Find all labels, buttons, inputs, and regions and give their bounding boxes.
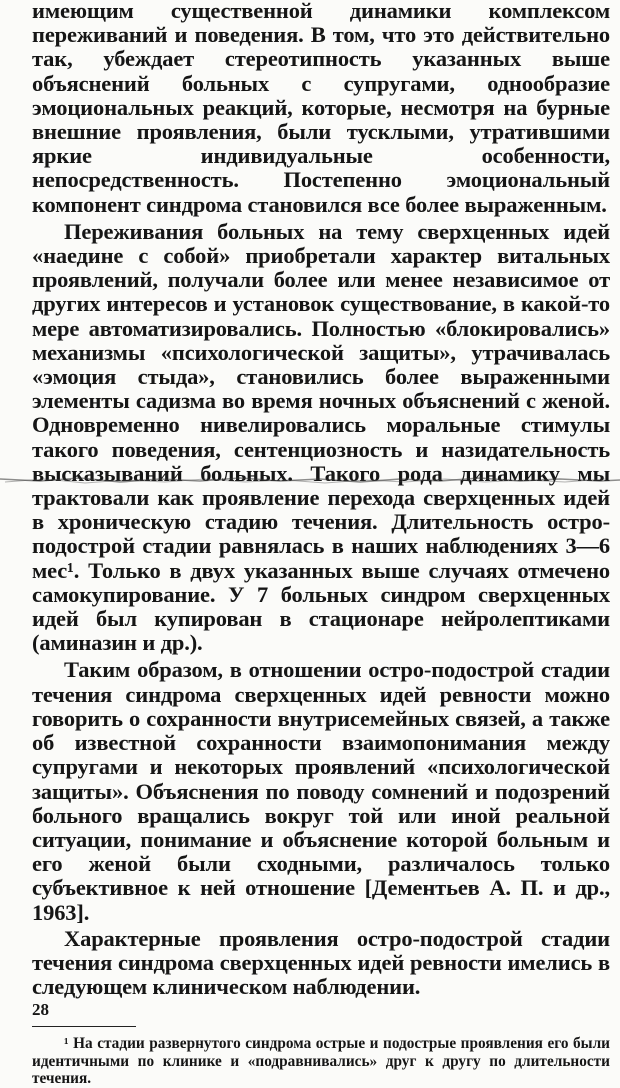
page-body	[32, 0, 610, 1088]
paragraph-3: Таким образом, в отношении остро-подострой стадии течения синдрома сверхценных идей ревности можно говорить о сохранности внутрисемейных связей, а также об известной сохранности взаимопонимания между супругами и некоторых проявлений «психологической защиты». Объяснения по поводу сомнений и подозрений больного вращались вокруг той или иной реальной ситуации, понимание и объяснение которой больным и его женой были сходными, различалось только субъективное к ней отношение [Дементьев А. П. и др., 1963].	[32, 657, 610, 925]
page-number: 28	[32, 1000, 49, 1019]
footnote: ¹ На стадии развернутого синдрома острые и подострые проявления его были идентичными по клинике и «подравнивались» друг к другу по длительности течения.	[32, 1035, 610, 1088]
footnote-divider	[32, 1026, 136, 1027]
paragraph-4: Характерные проявления остро-подострой стадии течения синдрома сверхценных идей ревности имелись в следующем клиническом наблюдении.	[32, 925, 610, 1000]
paragraph-2: Переживания больных на тему сверхценных идей «наедине с собой» приобретали характер витальных проявлений, получали более или менее независимое от других интересов и установок существование, в какой-то мере автоматизировались. Полностью «блокировались» механизмы «психологической защиты», утрачивалась «эмоция стыда», становились более выраженными элементы садизма во время ночных объяснений с женой. Одновременно нивелировались моральные стимулы такого поведения, сентенциозность и назидательность высказываний больных. Такого рода динамику мы трактовали как проявление перехода сверхценных идей в хроническую стадию течения. Длительность остро-подострой стадии равнялась в наших наблюдениях 3—6 мес¹. Только в двух указанных выше случаях отмечено самокупирование. У 7 больных синдром сверхценных идей был купирован в стационаре нейролептиками (аминазин и др.).	[32, 218, 610, 656]
paragraph-1: имеющим существенной динамики комплексом переживаний и поведения. В том, что это действительно так, убеждает стереотипность указанных выше объяснений больных с супругами, однообразие эмоциональных реакций, которые, несмотря на бурные внешние проявления, были тусклыми, утратившими яркие индивидуальные особенности, непосредственность. Постепенно эмоциональный компонент синдрома становился все более выраженным.	[32, 0, 610, 217]
